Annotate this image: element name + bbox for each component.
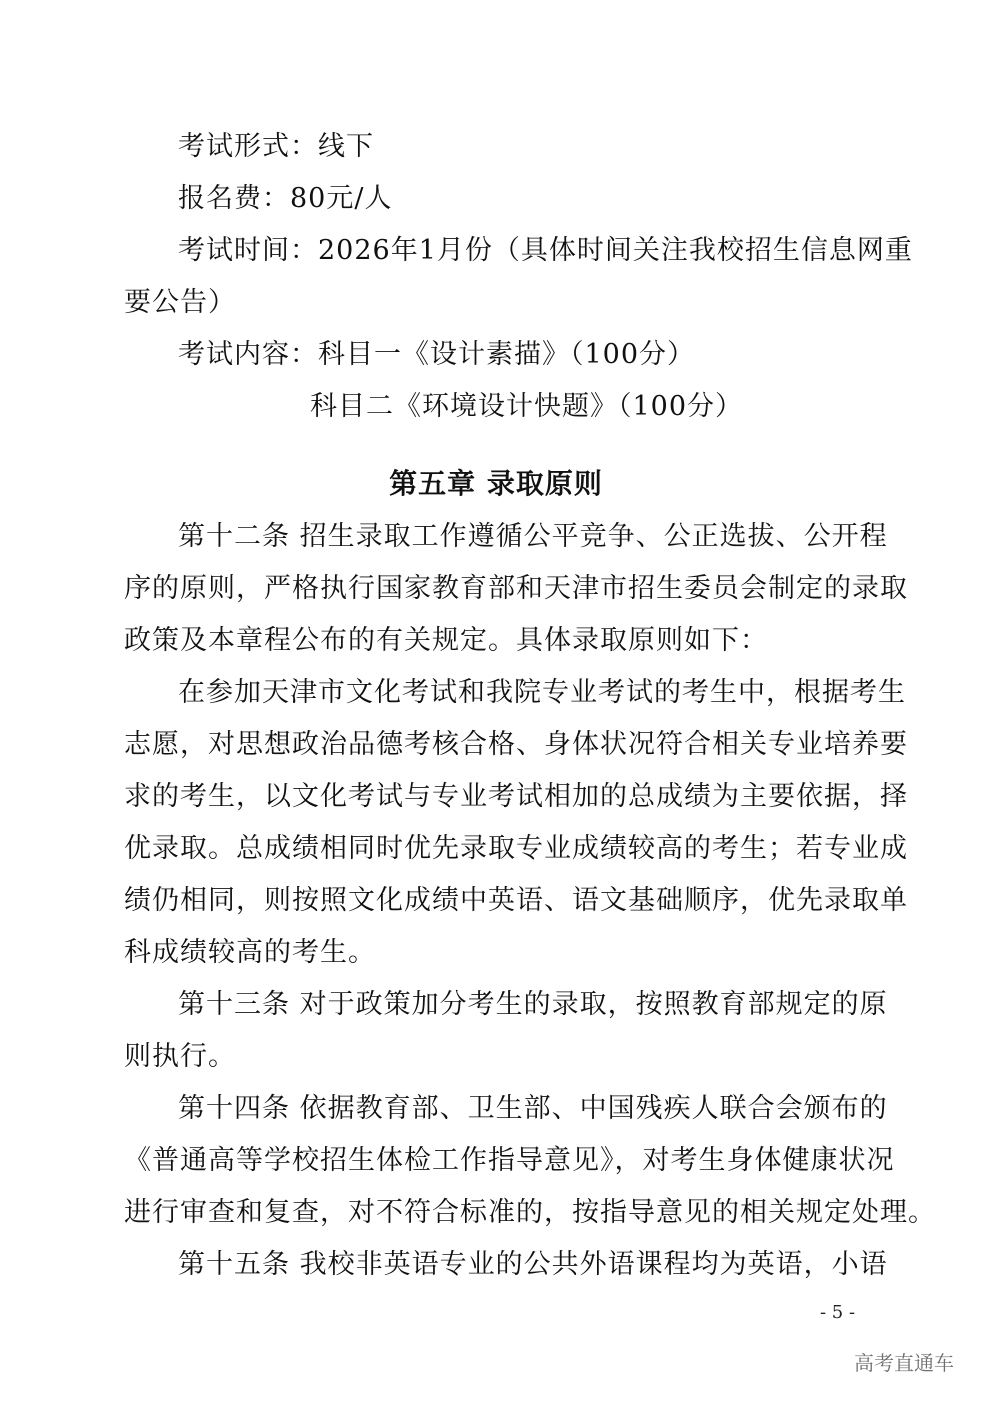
exam-content-line-1: 考试内容：科目一《设计素描》（100分） — [178, 339, 696, 370]
admission-detail-line-3: 求的考生，以文化考试与专业考试相加的总成绩为主要依据，择 — [124, 781, 908, 812]
exam-fee-line: 报名费：80元/人 — [178, 183, 393, 214]
exam-time-line-2: 要公告） — [124, 287, 236, 318]
admission-detail-line-6: 科成绩较高的考生。 — [124, 937, 376, 968]
admission-detail-line-2: 志愿，对思想政治品德考核合格、身体状况符合相关专业培养要 — [124, 729, 908, 760]
exam-content-line-2: 科目二《环境设计快题》（100分） — [310, 391, 744, 422]
article-14-line-3: 进行审查和复查，对不符合标准的，按指导意见的相关规定处理。 — [124, 1197, 936, 1228]
article-14-line-1: 第十四条 依据教育部、卫生部、中国残疾人联合会颁布的 — [178, 1093, 888, 1124]
article-12-line-3: 政策及本章程公布的有关规定。具体录取原则如下： — [124, 625, 768, 656]
admission-detail-line-1: 在参加天津市文化考试和我院专业考试的考生中，根据考生 — [178, 677, 906, 708]
exam-time-line-1: 考试时间：2026年1月份（具体时间关注我校招生信息网重 — [178, 235, 913, 266]
article-12-line-2: 序的原则，严格执行国家教育部和天津市招生委员会制定的录取 — [124, 573, 908, 604]
chapter-heading: 第五章 录取原则 — [389, 467, 603, 500]
article-13-line-2: 则执行。 — [124, 1041, 236, 1072]
exam-form-line: 考试形式：线下 — [178, 131, 374, 162]
article-13-line-1: 第十三条 对于政策加分考生的录取，按照教育部规定的原 — [178, 989, 888, 1020]
watermark-text: 高考直通车 — [854, 1351, 954, 1375]
article-15-line-1: 第十五条 我校非英语专业的公共外语课程均为英语，小语 — [178, 1249, 888, 1280]
admission-detail-line-4: 优录取。总成绩相同时优先录取专业成绩较高的考生；若专业成 — [124, 833, 908, 864]
article-12-line-1: 第十二条 招生录取工作遵循公平竞争、公正选拔、公开程 — [178, 521, 888, 552]
admission-detail-line-5: 绩仍相同，则按照文化成绩中英语、语文基础顺序，优先录取单 — [124, 885, 908, 916]
article-14-line-2: 《普通高等学校招生体检工作指导意见》，对考生身体健康状况 — [124, 1145, 895, 1176]
page-number: - 5 - — [820, 1302, 856, 1323]
